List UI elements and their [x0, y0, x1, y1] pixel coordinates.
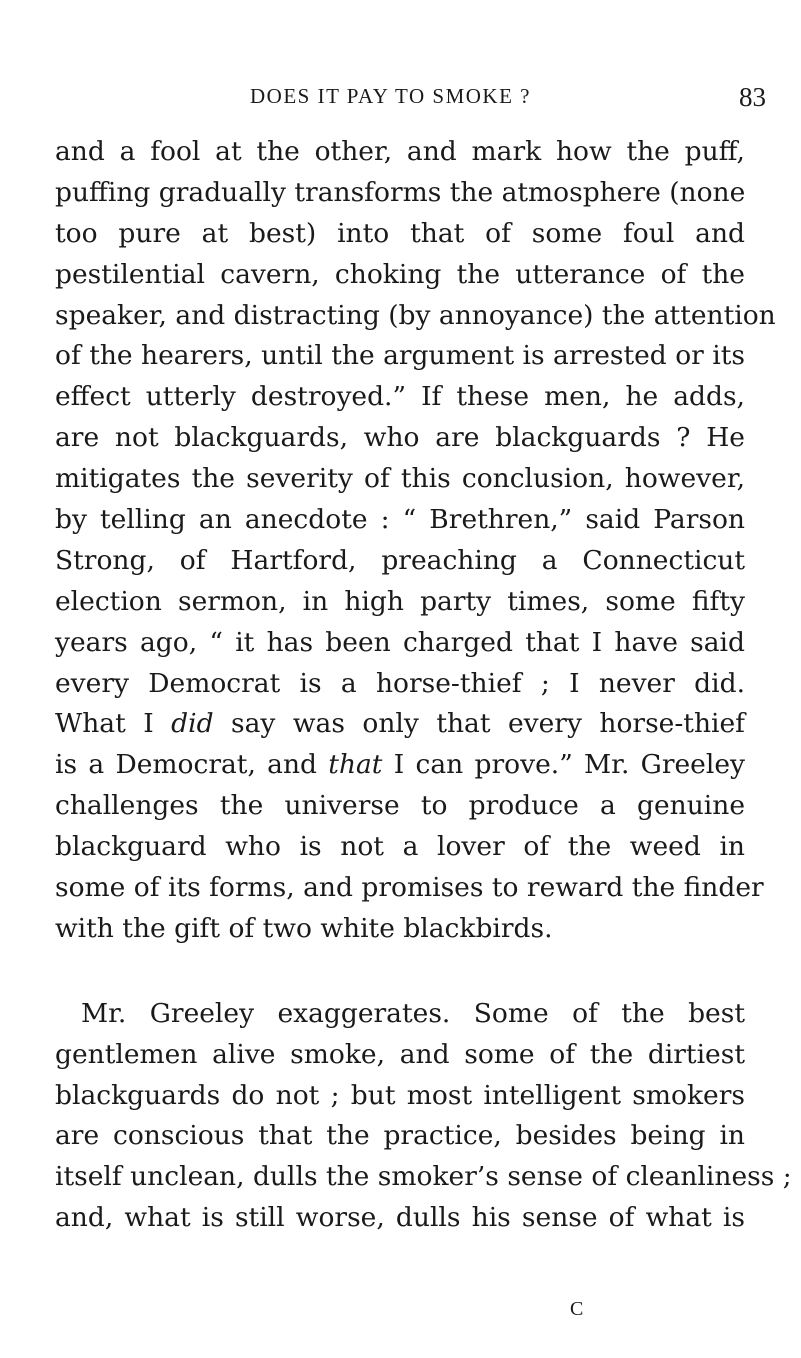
text-line: are conscious that the practice, besides being in [55, 1120, 745, 1152]
text-line: mitigates the severity of this conclusion, however, [55, 463, 745, 495]
text-line-with-italic [55, 745, 745, 786]
text-line: every Democrat is a horse-thief ; I never did. [55, 667, 745, 699]
text-line: Strong, of Hartford, preaching a Connecticut [55, 544, 745, 576]
text-line: with the gift of two white blackbirds. [55, 912, 553, 944]
text-line: blackguard who is not a lover of the weed in [55, 831, 745, 863]
text-line: challenges the universe to produce a genuine [55, 790, 745, 822]
paragraph-1 [55, 132, 776, 950]
text-line: Mr. Greeley exaggerates. Some of the best [81, 997, 745, 1029]
body-text [55, 132, 792, 1239]
text-line: of the hearers, until the argument is arrested or its [55, 340, 745, 372]
text-line: pestilential cavern, choking the utterance of the [55, 258, 745, 290]
paragraph-gap [55, 950, 745, 994]
text-line: effect utterly destroyed.” If these men, he adds, [55, 381, 745, 413]
text-line: gentlemen alive smoke, and some of the dirtiest [55, 1038, 745, 1070]
running-head [250, 84, 770, 120]
text-line: too pure at best) into that of some foul and [55, 217, 745, 249]
text-line: and a fool at the other, and mark how the puff, [55, 136, 745, 167]
text-line-with-italic [55, 704, 745, 745]
text-line: and, what is still worse, dulls his sense of what is [55, 1202, 745, 1234]
text-line: speaker, and distracting (by annoyance) the attention [55, 299, 776, 331]
text-line: puffing gradually transforms the atmosphere (none [55, 176, 746, 208]
text-segment: What I [55, 708, 172, 740]
paragraph-2 [55, 994, 792, 1239]
text-line: blackguards do not ; but most intelligent smokers [55, 1079, 745, 1111]
signature-mark: C [570, 1298, 584, 1320]
text-line: years ago, “ it has been charged that I have said [55, 626, 745, 658]
text-segment: I can prove.” Mr. Greeley [382, 749, 745, 781]
text-segment: is a Democrat, and [55, 749, 329, 781]
running-head-title: DOES IT PAY TO SMOKE ? [250, 84, 531, 108]
text-segment: say was only that every horse-thief [213, 708, 745, 740]
text-line: some of its forms, and promises to reward the finder [55, 872, 764, 904]
text-line: election sermon, in high party times, some fifty [55, 585, 745, 617]
italic-emphasis: did [171, 708, 214, 740]
page-number: 83 [739, 82, 766, 112]
text-line: are not blackguards, who are blackguards ? He [55, 422, 745, 454]
text-line: itself unclean, dulls the smoker’s sense of cleanliness ; [55, 1161, 792, 1193]
italic-emphasis: that [328, 749, 383, 781]
text-line: by telling an anecdote : “ Brethren,” said Parson [55, 504, 745, 536]
